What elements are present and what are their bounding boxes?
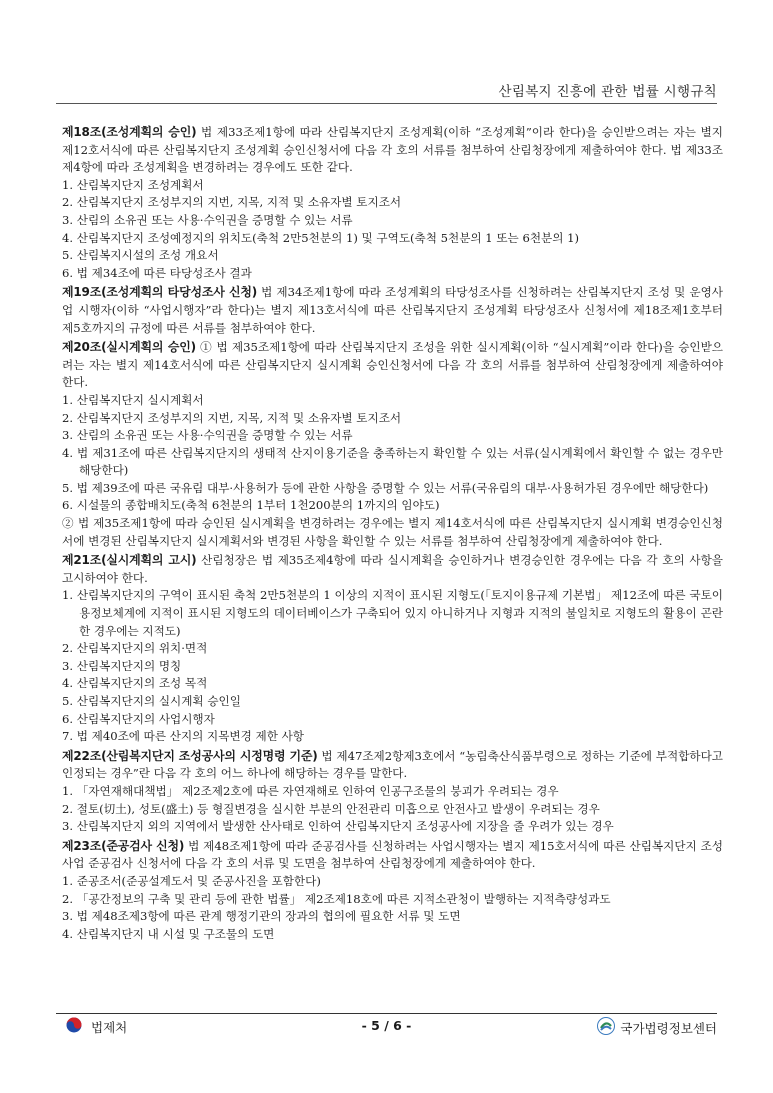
- article-title: 제21조(실시계획의 고시): [62, 553, 197, 568]
- list-item: 3. 산림복지단지의 명칭: [62, 658, 182, 673]
- list-item: 6. 산림복지단지의 사업시행자: [62, 711, 215, 726]
- list-item: 7. 법 제40조에 따른 산지의 지목변경 제한 사항: [62, 729, 305, 744]
- article-paragraph: [62, 339, 723, 392]
- list-item: 1. 준공조서(준공설계도서 및 준공사진을 포함한다): [62, 873, 321, 888]
- list-item: 4. 산림복지단지 조성예정지의 위치도(축척 2만5천분의 1) 및 구역도(축척 5천분의 1 또는 6천분의 1): [62, 230, 579, 245]
- article-text: 산림청장은 법 제35조제4항에 따라 실시계획을 승인하거나 변경승인한 경우에는 다음 각 호의 사항을 고시하여야 한다.: [62, 553, 724, 585]
- article-text: 법 제48조제1항에 따라 준공검사를 신청하려는 사업시행자는 별지 제15호서식에 따른 산림복지단지 조성사업 준공검사 신청서에 다음 각 호의 서류 및 도면을 첨부하여 산림청장에게 제출하여야 한다.: [62, 838, 723, 871]
- list-item: 5. 산림복지단지의 실시계획 승인일: [62, 694, 241, 708]
- footer-left-label: 법제처: [91, 1019, 128, 1035]
- law-center-logo-icon: [597, 1017, 615, 1038]
- list-item: 6. 시설물의 종합배치도(축척 6천분의 1부터 1천200분의 1까지의 임야도): [62, 498, 440, 513]
- page-footer: [56, 1016, 717, 1038]
- law-title: 산림복지 진흥에 관한 법률 시행규칙: [498, 84, 717, 100]
- header-divider: [56, 103, 717, 104]
- sub-paragraph: ② 법 제35조제1항에 따라 승인된 실시계획을 변경하려는 경우에는 별지 제14호서식에 따른 산림복지단지 실시계획 변경승인신청서에 변경된 산림복지단지 실시계획서와 변경된 사항을 확인할 수 있는 서류를 첨부하여 산림청장에게 제출하여야 한다.: [62, 516, 723, 548]
- article-paragraph: [62, 552, 723, 587]
- list-item: 6. 법 제34조에 따른 타당성조사 결과: [62, 265, 252, 280]
- article-20: [62, 339, 723, 550]
- list-item: 5. 산림복지시설의 조성 개요서: [62, 248, 219, 263]
- list-item: 2. 산림복지단지의 위치·면적: [62, 641, 208, 656]
- article-title: 제22조(산림복지단지 조성공사의 시정명령 기준): [62, 748, 318, 763]
- article-18: [62, 124, 723, 282]
- article-text: ① 법 제35조제1항에 따라 산림복지단지 조성을 위한 실시계획(이하 “실시계획”이라 한다)을 승인받으려는 자는 별지 제14호서식에 따른 산림복지단지 실시계획 승인신청서에 다음 각 호의 서류를 첨부하여 산림청장에게 제출하여야 한다.: [62, 340, 724, 390]
- list-item: 2. 「공간정보의 구축 및 관리 등에 관한 법률」 제2조제18호에 따른 지적소관청이 발행하는 지적측량성과도: [62, 891, 611, 906]
- list-item: 5. 법 제39조에 따른 국유림 대부·사용허가 등에 관한 사항을 증명할 수 있는 서류(국유림의 대부·사용허가된 경우에만 해당한다): [62, 480, 709, 495]
- article-title: 제19조(조성계획의 타당성조사 신청): [62, 285, 258, 300]
- list-item: 3. 산림의 소유권 또는 사용·수익권을 증명할 수 있는 서류: [62, 428, 353, 443]
- list-item: 2. 산림복지단지 조성부지의 지번, 지목, 지적 및 소유자별 토지조서: [62, 195, 402, 210]
- article-text: 법 제34조제1항에 따라 조성계획의 타당성조사를 신청하려는 산림복지단지 조성 및 운영사업 시행자(이하 “사업시행자”라 한다)는 별지 제13호서식에 따른 산림복지단지 조성계획 타당성조사 신청서에 제18조제1호부터 제5호까지의 규정에 따른 서류를 첨부하여야 한다.: [62, 285, 723, 335]
- list-item: 4. 산림복지단지의 조성 목적: [62, 676, 208, 691]
- article-title: 제23조(준공검사 신청): [62, 838, 185, 853]
- list-item: 1. 「자연재해대책법」 제2조제2호에 따른 자연재해로 인하여 인공구조물의 붕괴가 우려되는 경우: [62, 783, 559, 798]
- list-item: 4. 법 제31조에 따른 산림복지단지의 생태적 산지이용기준을 충족하는지 확인할 수 있는 서류(실시계획에서 확인할 수 없는 경우만 해당한다): [62, 445, 723, 478]
- list-item: 1. 산림복지단지 실시계획서: [62, 392, 204, 407]
- article-title: 제18조(조성계획의 승인): [62, 125, 197, 139]
- article-text: 법 제33조제1항에 따라 산림복지단지 조성계획(이하 “조성계획”이라 한다)을 승인받으려는 자는 별지 제12호서식에 따른 산림복지단지 조성계획 승인신청서에 다음 각 호의 서류를 첨부하여 산림청장에게 제출하여야 한다. 법 제33조제4항에 따라 조성계획을 변경하려는 경우에도 또한 같다.: [62, 125, 724, 175]
- list-item: 3. 법 제48조제3항에 따른 관계 행정기관의 장과의 협의에 필요한 서류 및 도면: [62, 909, 461, 924]
- page-number: - 5 / 6 -: [361, 1018, 412, 1033]
- list-item: 3. 산림복지단지 외의 지역에서 발생한 산사태로 인하여 산림복지단지 조성공사에 지장을 줄 우려가 있는 경우: [62, 819, 614, 834]
- document-body: [62, 124, 723, 945]
- list-item: 2. 산림복지단지 조성부지의 지번, 지목, 지적 및 소유자별 토지조서: [62, 410, 402, 425]
- list-item: 4. 산림복지단지 내 시설 및 구조물의 도면: [62, 926, 275, 941]
- article-paragraph: [62, 838, 723, 873]
- list-item: 1. 산림복지단지의 구역이 표시된 축척 2만5천분의 1 이상의 지적이 표시된 지형도(「토지이용규제 기본법」 제12조에 따른 국토이용정보체계에 지적이 표시된 지형도의 데이터베이스가 구축되어 있지 아니하거나 지형과 지적의 불일치로 지형도의 활용이 곤란한 경우에는 지적도): [62, 588, 723, 638]
- footer-right: [597, 1017, 717, 1038]
- list-item: 3. 산림의 소유권 또는 사용·수익권을 증명할 수 있는 서류: [62, 212, 353, 227]
- footer-divider: [56, 1013, 717, 1014]
- list-item: 2. 절토(切土), 성토(盛土) 등 형질변경을 실시한 부분의 안전관리 미흡으로 안전사고 발생이 우려되는 경우: [62, 801, 600, 816]
- list-item: 1. 산림복지단지 조성계획서: [62, 177, 204, 192]
- article-title: 제20조(실시계획의 승인): [62, 340, 196, 355]
- article-paragraph: [62, 124, 723, 177]
- article-23: [62, 838, 723, 944]
- article-22: [62, 748, 723, 836]
- footer-right-label: 국가법령정보센터: [620, 1020, 717, 1036]
- article-text: 법 제47조제2항제3호에서 “농림축산식품부령으로 정하는 기준에 부적합하다고 인정되는 경우”란 다음 각 호의 어느 하나에 해당하는 경우를 말한다.: [62, 748, 723, 781]
- article-19: [62, 284, 723, 337]
- article-paragraph: [62, 748, 723, 783]
- article-21: [62, 552, 723, 746]
- article-paragraph: [62, 284, 723, 337]
